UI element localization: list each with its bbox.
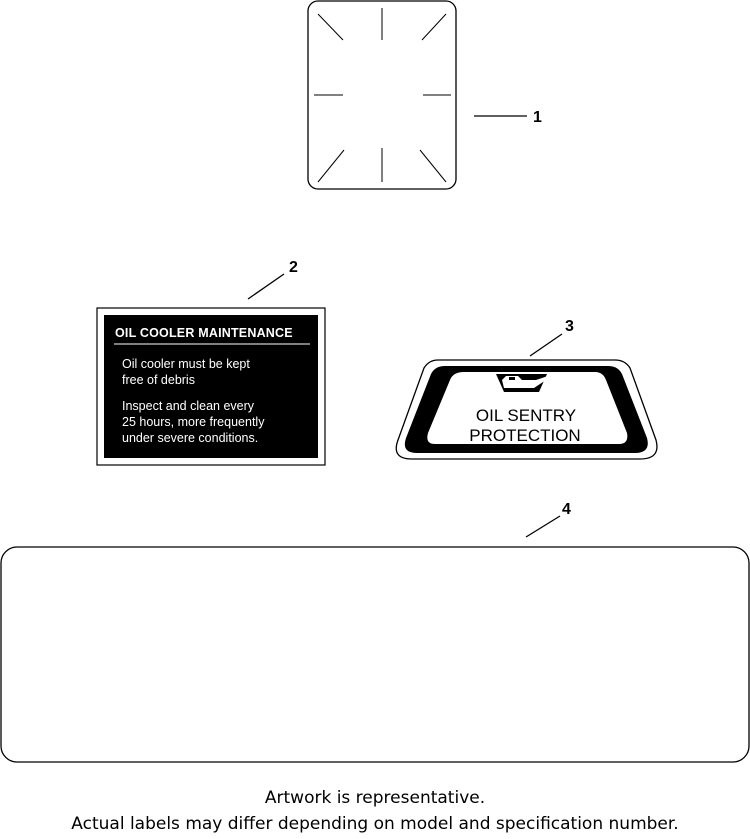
oil-sentry-line1: OIL SENTRY: [475, 406, 577, 425]
label-1-blank: [308, 1, 456, 189]
oil-cooler-title: OIL COOLER MAINTENANCE: [115, 326, 293, 340]
callout-4: 4: [562, 501, 571, 518]
footer-note-representative: Artwork is representative.: [264, 788, 486, 808]
callout-3: 3: [565, 318, 574, 335]
label-3-oil-sentry: [396, 360, 657, 459]
oil-cooler-line: 25 hours, more frequently: [122, 415, 265, 429]
callout-2: 2: [289, 259, 298, 276]
leader-line-4: [526, 516, 560, 537]
oil-cooler-line: Inspect and clean every: [122, 399, 255, 413]
label-4-blank: [1, 547, 749, 762]
label-2-oil-cooler-maintenance: [97, 308, 325, 465]
footer-note-disclaimer: Actual labels may differ depending on model and specification number.: [71, 814, 679, 834]
oil-sentry-line2: PROTECTION: [469, 426, 581, 445]
callout-1: 1: [533, 109, 542, 126]
oil-cooler-line: free of debris: [122, 373, 195, 387]
leader-line-3: [530, 334, 562, 356]
oil-cooler-line: Oil cooler must be kept: [122, 357, 250, 371]
leader-line-2: [248, 274, 284, 299]
oil-cooler-line: under severe conditions.: [122, 431, 259, 445]
